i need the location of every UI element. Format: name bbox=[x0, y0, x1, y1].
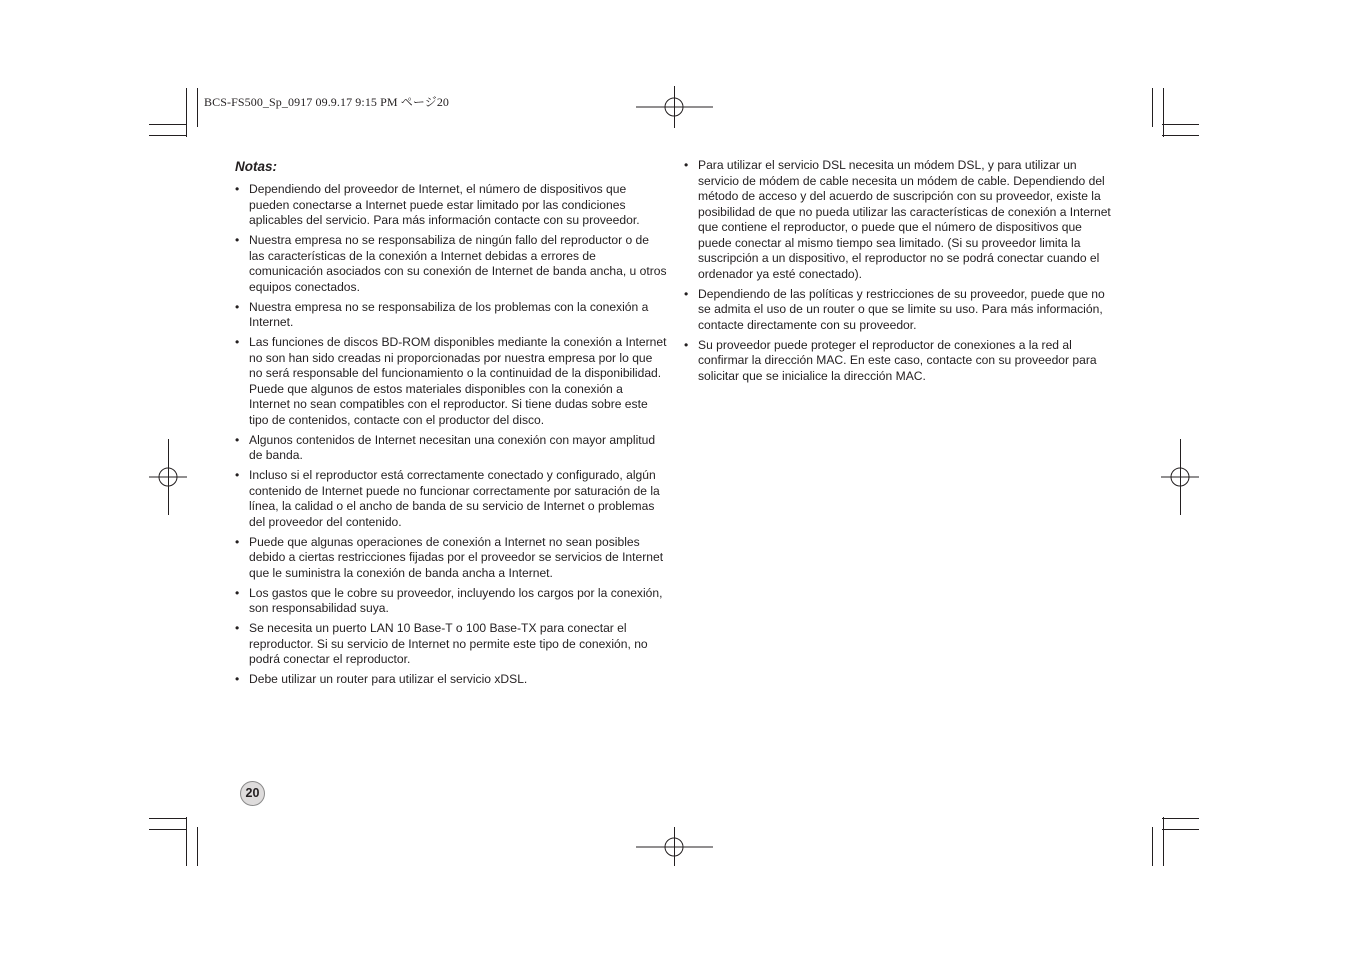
list-item bbox=[235, 586, 667, 617]
list-item bbox=[235, 535, 667, 582]
bullet-icon: • bbox=[684, 158, 689, 172]
list-item bbox=[684, 158, 1116, 282]
notes-list-right bbox=[684, 158, 1116, 389]
list-item-text: Dependiendo del proveedor de Internet, el número de dispositivos que pueden conectarse a Internet puede estar limitado por las condiciones aplicables del servicio. Para más información contacte con su proveedor. bbox=[249, 182, 640, 227]
list-item-text: Debe utilizar un router para utilizar el servicio xDSL. bbox=[249, 672, 528, 686]
list-item-text: Nuestra empresa no se responsabiliza de los problemas con la conexión a Internet. bbox=[249, 299, 649, 329]
bullet-icon: • bbox=[235, 468, 240, 482]
bullet-icon: • bbox=[235, 335, 240, 349]
notes-list-left bbox=[235, 182, 667, 692]
page-number-badge: 20 bbox=[240, 781, 265, 806]
list-item-text: Las funciones de discos BD-ROM disponibles mediante la conexión a Internet no son han sido creadas ni proporcionadas por nuestra empresa por lo que no será responsable del funcionamiento o la continuidad de la disponibilidad. Puede que algunos de estos materiales disponibles con la conexión a Internet no sean compatibles con el reproductor. Si tiene dudas sobre este tipo de contenidos, contacte con el productor del disco. bbox=[249, 335, 667, 427]
list-item bbox=[235, 672, 667, 688]
list-item bbox=[684, 338, 1116, 385]
list-item bbox=[235, 433, 667, 464]
bullet-icon: • bbox=[684, 286, 689, 301]
bullet-icon: • bbox=[235, 534, 240, 549]
list-item bbox=[684, 287, 1116, 334]
list-item-text: Los gastos que le cobre su proveedor, incluyendo los cargos por la conexión, son responsabilidad suya. bbox=[249, 585, 663, 615]
list-item bbox=[235, 182, 667, 229]
list-item-text: Para utilizar el servicio DSL necesita un módem DSL, y para utilizar un servicio de módem de cable necesita un módem de cable. Dependiendo del método de acceso y del acuerdo de suscripción con su proveedor, existe la posibilidad de que no pueda utilizar las características de conexión a Internet que contiene el reproductor, o puede que el número de dispositivos que puede conectar al mismo tiempo sea limitado. (Si su proveedor limita la suscripción a un dispositivo, el reproductor no se podrá conectar cuando el ordenador ya esté conectado). bbox=[698, 158, 1111, 281]
bullet-icon: • bbox=[235, 672, 240, 686]
list-item bbox=[235, 300, 667, 331]
list-item-text: Su proveedor puede proteger el reproductor de conexiones a la red al confirmar la dirección MAC. En este caso, contacte con su proveedor para solicitar que se inicialice la dirección MAC. bbox=[698, 337, 1097, 383]
bullet-icon: • bbox=[235, 182, 240, 196]
list-item-text: Algunos contenidos de Internet necesitan una conexión con mayor amplitud de banda. bbox=[249, 432, 656, 462]
bullet-icon: • bbox=[235, 621, 240, 635]
list-item bbox=[235, 233, 667, 295]
list-item-text: Se necesita un puerto LAN 10 Base-T o 100 Base-TX para conectar el reproductor. Si su servicio de Internet no permite este tipo de conexión, no podrá conectar el reproductor. bbox=[249, 621, 648, 666]
bullet-icon: • bbox=[235, 299, 240, 314]
print-slug: BCS-FS500_Sp_0917 09.9.17 9:15 PM ページ20 bbox=[204, 95, 450, 109]
list-item-text: Dependiendo de las políticas y restricciones de su proveedor, puede que no se admita el uso de un router o que se limite su uso. Para más información, contacte directamente con su proveedor. bbox=[698, 286, 1105, 332]
bullet-icon: • bbox=[235, 585, 240, 600]
notes-title: Notas: bbox=[235, 159, 278, 174]
bullet-icon: • bbox=[684, 337, 689, 352]
list-item bbox=[235, 468, 667, 530]
list-item-text: Nuestra empresa no se responsabiliza de ningún fallo del reproductor o de las características de la conexión a Internet debidas a errores de comunicación asociados con su conexión de Internet de banda ancha, u otros equipos conectados. bbox=[249, 233, 667, 294]
list-item-text: Incluso si el reproductor está correctamente conectado y configurado, algún contenido de Internet puede no funcionar correctamente por saturación de la línea, la calidad o el ancho de banda de su servicio de Internet o problemas del proveedor del contenido. bbox=[249, 468, 660, 529]
list-item bbox=[235, 335, 667, 428]
list-item bbox=[235, 621, 667, 668]
list-item-text: Puede que algunas operaciones de conexión a Internet no sean posibles debido a ciertas restricciones fijadas por el proveedor se servicios de Internet que le suministra la conexión de banda ancha a Internet. bbox=[249, 534, 664, 580]
bullet-icon: • bbox=[235, 432, 240, 447]
bullet-icon: • bbox=[235, 233, 240, 247]
